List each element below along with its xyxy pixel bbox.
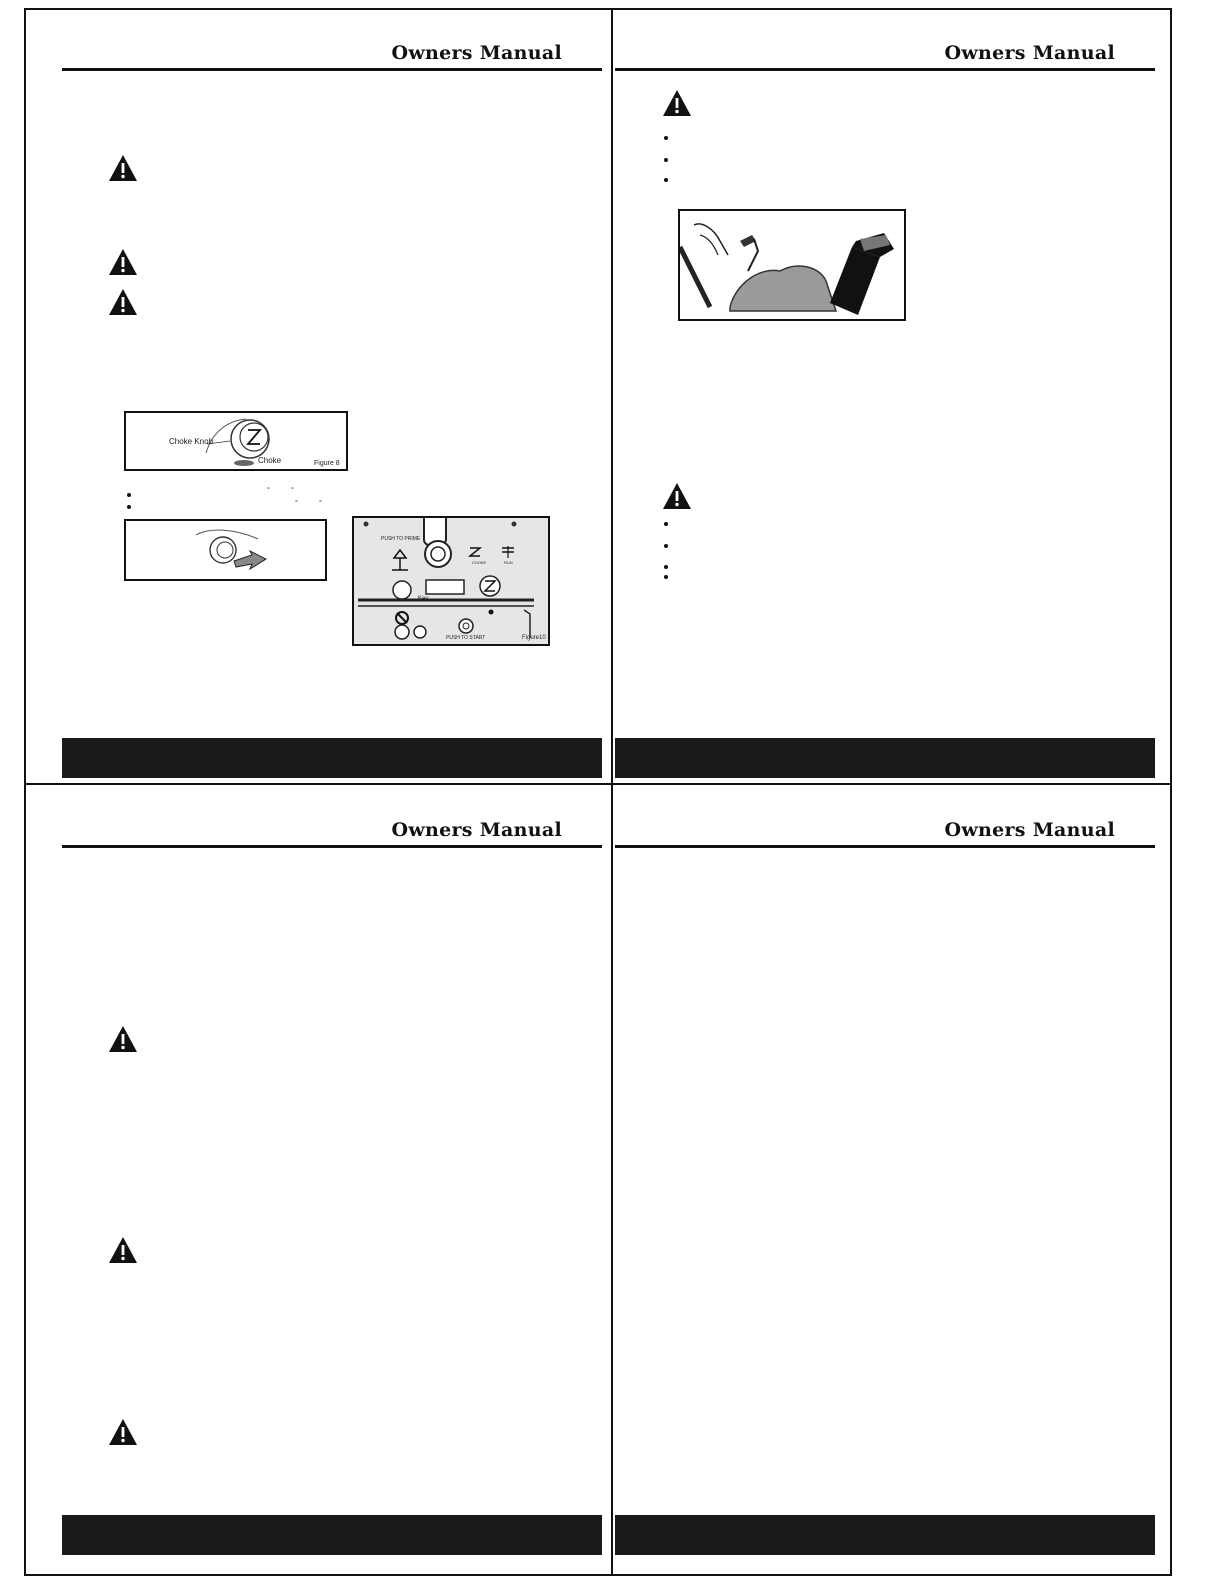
push-to-start-label: PUSH TO START <box>446 635 486 641</box>
page-header-title: Owners Manual <box>944 819 1115 841</box>
page-header-title: Owners Manual <box>391 42 562 64</box>
page-top-left <box>62 8 602 778</box>
bullet-point <box>127 493 131 497</box>
page-header-title: Owners Manual <box>391 819 562 841</box>
warning-triangle-icon <box>108 288 138 316</box>
bullet-point <box>127 505 131 509</box>
warning-triangle-icon <box>662 89 692 117</box>
key-label: Key <box>418 596 429 602</box>
degree-mark: ° <box>291 487 294 494</box>
page-footer-bar <box>62 1515 602 1555</box>
warning-triangle-icon <box>662 482 692 510</box>
header-rule <box>615 845 1155 848</box>
header-rule <box>62 845 602 848</box>
figure-8-choke <box>124 411 348 471</box>
run-label: RUN <box>504 560 513 565</box>
bullet-point <box>664 522 668 526</box>
figure-caption: Figure 8 <box>314 460 340 467</box>
bullet-point <box>664 136 668 140</box>
warning-triangle-icon <box>108 1025 138 1053</box>
page-footer-bar <box>615 738 1155 778</box>
choke-knob-label: Choke Knob <box>169 437 214 446</box>
warning-triangle-icon <box>108 248 138 276</box>
page-bottom-left <box>62 785 602 1555</box>
degree-mark: ° <box>319 500 322 507</box>
page-footer-bar <box>615 1515 1155 1555</box>
page-top-right <box>615 8 1155 778</box>
degree-mark: ° <box>267 487 270 494</box>
figure-snow-blower-handle <box>678 209 906 321</box>
snow-blower-illustration <box>680 211 904 319</box>
figure-10-control-panel <box>352 516 550 646</box>
choke-label: Choke <box>258 456 282 465</box>
header-rule <box>615 68 1155 71</box>
page-bottom-right <box>615 785 1155 1555</box>
figure-caption: Figure10 <box>522 635 546 641</box>
figure-9-primer <box>124 519 327 581</box>
bullet-point <box>664 575 668 579</box>
bullet-point <box>664 178 668 182</box>
bullet-point <box>664 565 668 569</box>
header-rule <box>62 68 602 71</box>
vertical-divider <box>611 8 613 1576</box>
choke-label: CHOKE <box>472 560 487 565</box>
push-to-prime-label: PUSH TO PRIME <box>381 536 421 542</box>
bullet-point <box>664 158 668 162</box>
primer-bulb-illustration <box>126 521 326 579</box>
page-header-title: Owners Manual <box>944 42 1115 64</box>
bullet-point <box>664 544 668 548</box>
page-footer-bar <box>62 738 602 778</box>
warning-triangle-icon <box>108 154 138 182</box>
degree-mark: ° <box>295 500 298 507</box>
choke-knob-illustration <box>126 413 346 469</box>
warning-triangle-icon <box>108 1236 138 1264</box>
warning-triangle-icon <box>108 1418 138 1446</box>
